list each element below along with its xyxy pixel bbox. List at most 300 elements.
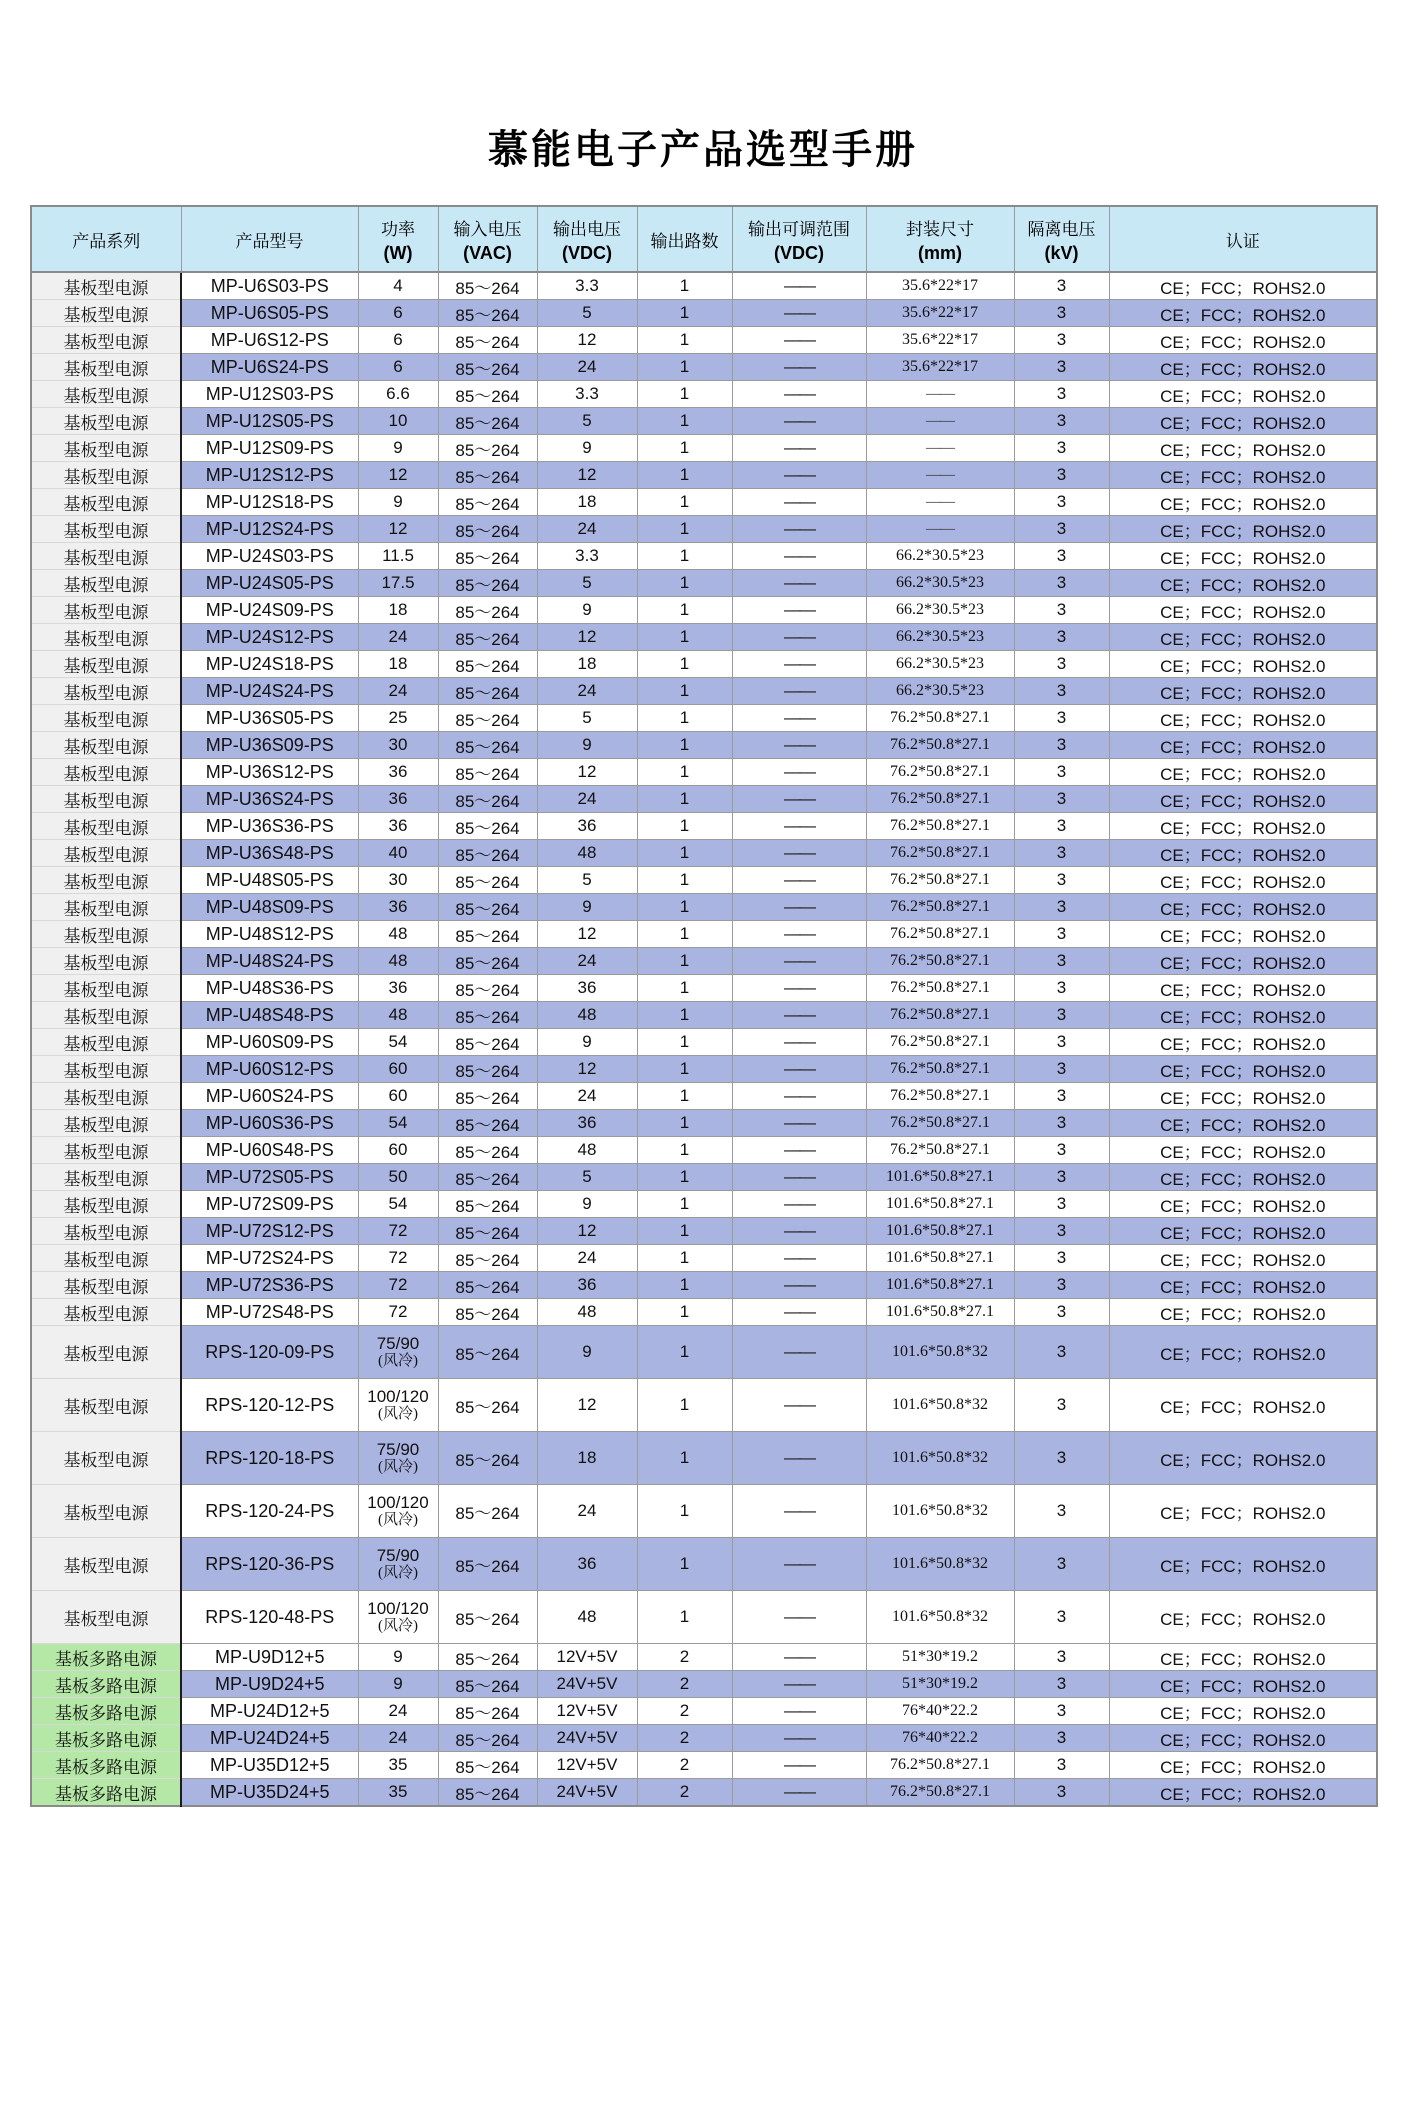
cell-power: 10 (358, 408, 438, 435)
cell-output-channels: 2 (637, 1644, 732, 1671)
power-cooling-note: (风冷) (378, 1353, 418, 1370)
cell-power: 12 (358, 516, 438, 543)
cell-model: MP-U6S03-PS (181, 272, 358, 300)
cell-input-voltage: 85～264 (438, 732, 537, 759)
cell-package-size: 76.2*50.8*27.1 (866, 840, 1014, 867)
cell-output-voltage: 48 (537, 1002, 637, 1029)
cell-input-voltage: 85～264 (438, 516, 537, 543)
table-row (31, 327, 1377, 354)
cell-certification: CE；FCC；ROHS2.0 (1109, 462, 1377, 489)
cell-adjustable-range: —— (732, 1432, 866, 1485)
cell-model: MP-U48S09-PS (181, 894, 358, 921)
cell-certification: CE；FCC；ROHS2.0 (1109, 678, 1377, 705)
cell-series: 基板型电源 (31, 408, 181, 435)
cell-series: 基板型电源 (31, 948, 181, 975)
cell-output-voltage: 12V+5V (537, 1644, 637, 1671)
table-row (31, 1218, 1377, 1245)
cell-input-voltage: 85～264 (438, 921, 537, 948)
table-row (31, 300, 1377, 327)
cell-input-voltage: 85～264 (438, 1137, 537, 1164)
cell-power: 75/90 (风冷) (358, 1432, 438, 1485)
cell-certification: CE；FCC；ROHS2.0 (1109, 327, 1377, 354)
table-body (31, 272, 1377, 1806)
cell-package-size: 35.6*22*17 (866, 300, 1014, 327)
cell-power: 48 (358, 948, 438, 975)
cell-model: MP-U72S48-PS (181, 1299, 358, 1326)
cell-adjustable-range: —— (732, 975, 866, 1002)
cell-package-size: 76.2*50.8*27.1 (866, 1137, 1014, 1164)
cell-power: 48 (358, 921, 438, 948)
column-unit: (kV) (1044, 242, 1079, 263)
cell-package-size: 76*40*22.2 (866, 1698, 1014, 1725)
cell-adjustable-range: —— (732, 948, 866, 975)
table-row (31, 975, 1377, 1002)
cell-series: 基板型电源 (31, 381, 181, 408)
cell-output-voltage: 12 (537, 1056, 637, 1083)
cell-output-channels: 1 (637, 1083, 732, 1110)
cell-series: 基板型电源 (31, 300, 181, 327)
cell-model: MP-U72S24-PS (181, 1245, 358, 1272)
column-label: 输出可调范围 (748, 219, 850, 239)
table-row (31, 1110, 1377, 1137)
cell-certification: CE；FCC；ROHS2.0 (1109, 1779, 1377, 1807)
cell-isolation-voltage: 3 (1014, 489, 1109, 516)
cell-output-channels: 1 (637, 975, 732, 1002)
cell-package-size: 101.6*50.8*27.1 (866, 1272, 1014, 1299)
table-row (31, 435, 1377, 462)
cell-output-voltage: 36 (537, 1110, 637, 1137)
column-header-5 (637, 206, 732, 272)
cell-certification: CE；FCC；ROHS2.0 (1109, 543, 1377, 570)
table-row (31, 1002, 1377, 1029)
cell-certification: CE；FCC；ROHS2.0 (1109, 272, 1377, 300)
cell-output-channels: 1 (637, 435, 732, 462)
cell-series: 基板型电源 (31, 705, 181, 732)
cell-output-voltage: 36 (537, 813, 637, 840)
cell-model: MP-U12S18-PS (181, 489, 358, 516)
cell-output-voltage: 12 (537, 462, 637, 489)
cell-series: 基板型电源 (31, 435, 181, 462)
cell-certification: CE；FCC；ROHS2.0 (1109, 1432, 1377, 1485)
cell-isolation-voltage: 3 (1014, 462, 1109, 489)
cell-package-size: —— (866, 435, 1014, 462)
cell-input-voltage: 85～264 (438, 1379, 537, 1432)
column-unit: (W) (383, 242, 413, 263)
cell-package-size: 76.2*50.8*27.1 (866, 813, 1014, 840)
cell-series: 基板型电源 (31, 975, 181, 1002)
cell-power: 54 (358, 1191, 438, 1218)
cell-certification: CE；FCC；ROHS2.0 (1109, 894, 1377, 921)
cell-model: MP-U60S36-PS (181, 1110, 358, 1137)
cell-isolation-voltage: 3 (1014, 705, 1109, 732)
cell-adjustable-range: —— (732, 1779, 866, 1807)
cell-certification: CE；FCC；ROHS2.0 (1109, 1191, 1377, 1218)
cell-package-size: 66.2*30.5*23 (866, 543, 1014, 570)
cell-isolation-voltage: 3 (1014, 570, 1109, 597)
cell-adjustable-range: —— (732, 489, 866, 516)
cell-series: 基板型电源 (31, 597, 181, 624)
cell-input-voltage: 85～264 (438, 381, 537, 408)
cell-series: 基板多路电源 (31, 1644, 181, 1671)
cell-output-channels: 1 (637, 1432, 732, 1485)
cell-output-voltage: 9 (537, 894, 637, 921)
cell-output-channels: 1 (637, 543, 732, 570)
cell-output-voltage: 24V+5V (537, 1779, 637, 1807)
column-label: 认证 (1225, 231, 1260, 251)
cell-model: MP-U48S48-PS (181, 1002, 358, 1029)
table-row (31, 1164, 1377, 1191)
cell-series: 基板型电源 (31, 813, 181, 840)
cell-power: 6.6 (358, 381, 438, 408)
cell-input-voltage: 85～264 (438, 624, 537, 651)
cell-model: MP-U36S09-PS (181, 732, 358, 759)
cell-input-voltage: 85～264 (438, 570, 537, 597)
cell-output-channels: 1 (637, 381, 732, 408)
cell-series: 基板型电源 (31, 1056, 181, 1083)
cell-output-channels: 1 (637, 624, 732, 651)
cell-series: 基板型电源 (31, 867, 181, 894)
cell-certification: CE；FCC；ROHS2.0 (1109, 1110, 1377, 1137)
cell-model: RPS-120-09-PS (181, 1326, 358, 1379)
cell-package-size: 76.2*50.8*27.1 (866, 948, 1014, 975)
cell-output-voltage: 24 (537, 354, 637, 381)
cell-power: 72 (358, 1245, 438, 1272)
cell-output-voltage: 5 (537, 408, 637, 435)
cell-certification: CE；FCC；ROHS2.0 (1109, 1272, 1377, 1299)
cell-output-channels: 1 (637, 894, 732, 921)
cell-model: MP-U9D12+5 (181, 1644, 358, 1671)
cell-input-voltage: 85～264 (438, 867, 537, 894)
cell-model: MP-U36S05-PS (181, 705, 358, 732)
cell-package-size: 76.2*50.8*27.1 (866, 894, 1014, 921)
cell-package-size: 35.6*22*17 (866, 327, 1014, 354)
cell-output-voltage: 9 (537, 597, 637, 624)
cell-adjustable-range: —— (732, 1538, 866, 1591)
cell-isolation-voltage: 3 (1014, 1110, 1109, 1137)
page-title: 慕能电子产品选型手册 (488, 127, 918, 172)
cell-series: 基板型电源 (31, 1164, 181, 1191)
cell-output-voltage: 36 (537, 975, 637, 1002)
cell-isolation-voltage: 3 (1014, 732, 1109, 759)
cell-adjustable-range: —— (732, 921, 866, 948)
cell-certification: CE；FCC；ROHS2.0 (1109, 624, 1377, 651)
table-row (31, 624, 1377, 651)
table-row (31, 1245, 1377, 1272)
cell-output-channels: 2 (637, 1752, 732, 1779)
cell-input-voltage: 85～264 (438, 1218, 537, 1245)
cell-output-voltage: 48 (537, 1137, 637, 1164)
cell-power: 60 (358, 1083, 438, 1110)
cell-input-voltage: 85～264 (438, 1644, 537, 1671)
cell-output-channels: 2 (637, 1779, 732, 1807)
cell-input-voltage: 85～264 (438, 705, 537, 732)
column-header-1 (181, 206, 358, 272)
cell-adjustable-range: —— (732, 381, 866, 408)
cell-input-voltage: 85～264 (438, 786, 537, 813)
table-row (31, 1752, 1377, 1779)
cell-input-voltage: 85～264 (438, 1191, 537, 1218)
cell-series: 基板型电源 (31, 1591, 181, 1644)
cell-certification: CE；FCC；ROHS2.0 (1109, 1029, 1377, 1056)
cell-package-size: 76.2*50.8*27.1 (866, 786, 1014, 813)
cell-package-size: 76.2*50.8*27.1 (866, 1002, 1014, 1029)
cell-package-size: 101.6*50.8*32 (866, 1379, 1014, 1432)
cell-output-channels: 1 (637, 489, 732, 516)
cell-input-voltage: 85～264 (438, 759, 537, 786)
table-row (31, 1538, 1377, 1591)
cell-adjustable-range: —— (732, 1083, 866, 1110)
cell-isolation-voltage: 3 (1014, 381, 1109, 408)
cell-output-channels: 1 (637, 786, 732, 813)
cell-input-voltage: 85～264 (438, 1164, 537, 1191)
column-label: 功率 (381, 219, 415, 239)
cell-model: MP-U6S12-PS (181, 327, 358, 354)
cell-series: 基板型电源 (31, 1299, 181, 1326)
cell-isolation-voltage: 3 (1014, 1752, 1109, 1779)
table-row (31, 1191, 1377, 1218)
table-row (31, 1698, 1377, 1725)
cell-package-size: —— (866, 489, 1014, 516)
cell-output-channels: 1 (637, 651, 732, 678)
cell-package-size: 101.6*50.8*32 (866, 1538, 1014, 1591)
page (0, 118, 1414, 2118)
table-row (31, 408, 1377, 435)
cell-power: 100/120 (风冷) (358, 1591, 438, 1644)
cell-adjustable-range: —— (732, 651, 866, 678)
cell-adjustable-range: —— (732, 354, 866, 381)
cell-output-channels: 2 (637, 1671, 732, 1698)
cell-isolation-voltage: 3 (1014, 894, 1109, 921)
cell-adjustable-range: —— (732, 894, 866, 921)
cell-certification: CE；FCC；ROHS2.0 (1109, 1056, 1377, 1083)
cell-package-size: —— (866, 381, 1014, 408)
cell-isolation-voltage: 3 (1014, 1379, 1109, 1432)
cell-series: 基板型电源 (31, 624, 181, 651)
cell-adjustable-range: —— (732, 1485, 866, 1538)
cell-adjustable-range: —— (732, 1191, 866, 1218)
cell-output-channels: 1 (637, 1538, 732, 1591)
cell-series: 基板型电源 (31, 1002, 181, 1029)
cell-power: 24 (358, 624, 438, 651)
cell-isolation-voltage: 3 (1014, 1326, 1109, 1379)
cell-output-channels: 1 (637, 1191, 732, 1218)
cell-input-voltage: 85～264 (438, 543, 537, 570)
cell-isolation-voltage: 3 (1014, 840, 1109, 867)
cell-input-voltage: 85～264 (438, 894, 537, 921)
cell-adjustable-range: —— (732, 1698, 866, 1725)
cell-package-size: 76.2*50.8*27.1 (866, 1029, 1014, 1056)
cell-certification: CE；FCC；ROHS2.0 (1109, 381, 1377, 408)
cell-output-channels: 1 (637, 1591, 732, 1644)
cell-adjustable-range: —— (732, 813, 866, 840)
cell-model: MP-U48S05-PS (181, 867, 358, 894)
cell-output-voltage: 12 (537, 624, 637, 651)
cell-output-channels: 1 (637, 408, 732, 435)
cell-model: MP-U48S12-PS (181, 921, 358, 948)
cell-power: 48 (358, 1002, 438, 1029)
cell-series: 基板多路电源 (31, 1779, 181, 1807)
cell-power: 18 (358, 597, 438, 624)
cell-output-voltage: 12V+5V (537, 1698, 637, 1725)
cell-adjustable-range: —— (732, 1752, 866, 1779)
cell-output-voltage: 24 (537, 1485, 637, 1538)
cell-package-size: 51*30*19.2 (866, 1671, 1014, 1698)
cell-model: MP-U35D24+5 (181, 1779, 358, 1807)
cell-output-channels: 1 (637, 1379, 732, 1432)
cell-certification: CE；FCC；ROHS2.0 (1109, 948, 1377, 975)
cell-package-size: 76.2*50.8*27.1 (866, 921, 1014, 948)
cell-power: 50 (358, 1164, 438, 1191)
cell-package-size: 35.6*22*17 (866, 272, 1014, 300)
cell-input-voltage: 85～264 (438, 840, 537, 867)
cell-output-voltage: 48 (537, 840, 637, 867)
cell-output-channels: 1 (637, 1245, 732, 1272)
cell-model: RPS-120-18-PS (181, 1432, 358, 1485)
cell-input-voltage: 85～264 (438, 408, 537, 435)
cell-output-voltage: 36 (537, 1538, 637, 1591)
cell-isolation-voltage: 3 (1014, 543, 1109, 570)
cell-certification: CE；FCC；ROHS2.0 (1109, 1002, 1377, 1029)
cell-certification: CE；FCC；ROHS2.0 (1109, 1245, 1377, 1272)
cell-power: 40 (358, 840, 438, 867)
cell-certification: CE；FCC；ROHS2.0 (1109, 435, 1377, 462)
cell-model: MP-U60S48-PS (181, 1137, 358, 1164)
cell-package-size: 76.2*50.8*27.1 (866, 759, 1014, 786)
cell-model: MP-U24D12+5 (181, 1698, 358, 1725)
cell-power: 24 (358, 678, 438, 705)
cell-package-size: 66.2*30.5*23 (866, 597, 1014, 624)
cell-series: 基板多路电源 (31, 1752, 181, 1779)
cell-power: 100/120 (风冷) (358, 1485, 438, 1538)
table-row (31, 1299, 1377, 1326)
table-row (31, 381, 1377, 408)
cell-power: 72 (358, 1299, 438, 1326)
cell-output-channels: 1 (637, 732, 732, 759)
power-cooling-note: (风冷) (378, 1512, 418, 1529)
table-row (31, 1591, 1377, 1644)
cell-output-voltage: 5 (537, 300, 637, 327)
cell-power: 25 (358, 705, 438, 732)
cell-input-voltage: 85～264 (438, 678, 537, 705)
cell-adjustable-range: —— (732, 1002, 866, 1029)
table-row (31, 354, 1377, 381)
column-header-3 (438, 206, 537, 272)
cell-power: 36 (358, 759, 438, 786)
cell-package-size: 101.6*50.8*27.1 (866, 1299, 1014, 1326)
cell-package-size: 76.2*50.8*27.1 (866, 1056, 1014, 1083)
cell-certification: CE；FCC；ROHS2.0 (1109, 1083, 1377, 1110)
table-row (31, 1432, 1377, 1485)
cell-input-voltage: 85～264 (438, 1029, 537, 1056)
cell-isolation-voltage: 3 (1014, 1056, 1109, 1083)
cell-input-voltage: 85～264 (438, 651, 537, 678)
cell-output-voltage: 18 (537, 489, 637, 516)
cell-power: 6 (358, 327, 438, 354)
table-row (31, 462, 1377, 489)
cell-output-channels: 1 (637, 759, 732, 786)
cell-output-channels: 1 (637, 1299, 732, 1326)
table-row (31, 1671, 1377, 1698)
cell-output-channels: 1 (637, 867, 732, 894)
cell-isolation-voltage: 3 (1014, 597, 1109, 624)
cell-model: MP-U72S09-PS (181, 1191, 358, 1218)
cell-package-size: 35.6*22*17 (866, 354, 1014, 381)
table-row (31, 867, 1377, 894)
cell-adjustable-range: —— (732, 1272, 866, 1299)
cell-power: 36 (358, 786, 438, 813)
cell-adjustable-range: —— (732, 1164, 866, 1191)
cell-package-size: 101.6*50.8*32 (866, 1326, 1014, 1379)
cell-model: MP-U9D24+5 (181, 1671, 358, 1698)
cell-adjustable-range: —— (732, 1218, 866, 1245)
cell-power: 9 (358, 1644, 438, 1671)
cell-model: MP-U60S09-PS (181, 1029, 358, 1056)
cell-power: 75/90 (风冷) (358, 1538, 438, 1591)
cell-model: MP-U35D12+5 (181, 1752, 358, 1779)
cell-model: MP-U24S09-PS (181, 597, 358, 624)
cell-input-voltage: 85～264 (438, 1326, 537, 1379)
cell-output-voltage: 12V+5V (537, 1752, 637, 1779)
cell-isolation-voltage: 3 (1014, 1644, 1109, 1671)
cell-series: 基板型电源 (31, 543, 181, 570)
cell-isolation-voltage: 3 (1014, 516, 1109, 543)
cell-power: 54 (358, 1110, 438, 1137)
cell-output-channels: 1 (637, 921, 732, 948)
cell-certification: CE；FCC；ROHS2.0 (1109, 759, 1377, 786)
cell-adjustable-range: —— (732, 759, 866, 786)
cell-input-voltage: 85～264 (438, 1538, 537, 1591)
table-row (31, 597, 1377, 624)
cell-isolation-voltage: 3 (1014, 948, 1109, 975)
cell-isolation-voltage: 3 (1014, 1272, 1109, 1299)
table-row (31, 1379, 1377, 1432)
cell-certification: CE；FCC；ROHS2.0 (1109, 1671, 1377, 1698)
cell-input-voltage: 85～264 (438, 354, 537, 381)
cell-output-channels: 2 (637, 1725, 732, 1752)
cell-output-voltage: 24 (537, 516, 637, 543)
cell-certification: CE；FCC；ROHS2.0 (1109, 1326, 1377, 1379)
cell-isolation-voltage: 3 (1014, 921, 1109, 948)
cell-output-voltage: 24 (537, 786, 637, 813)
cell-output-channels: 1 (637, 1485, 732, 1538)
cell-isolation-voltage: 3 (1014, 354, 1109, 381)
cell-package-size: 101.6*50.8*27.1 (866, 1191, 1014, 1218)
cell-series: 基板型电源 (31, 272, 181, 300)
cell-series: 基板型电源 (31, 921, 181, 948)
cell-adjustable-range: —— (732, 435, 866, 462)
cell-series: 基板型电源 (31, 1083, 181, 1110)
cell-adjustable-range: —— (732, 1671, 866, 1698)
cell-series: 基板型电源 (31, 651, 181, 678)
cell-package-size: 76.2*50.8*27.1 (866, 705, 1014, 732)
cell-input-voltage: 85～264 (438, 813, 537, 840)
cell-package-size: 76.2*50.8*27.1 (866, 1110, 1014, 1137)
power-cooling-note: (风冷) (378, 1406, 418, 1423)
cell-package-size: 101.6*50.8*32 (866, 1432, 1014, 1485)
cell-output-channels: 1 (637, 1218, 732, 1245)
cell-isolation-voltage: 3 (1014, 786, 1109, 813)
cell-output-voltage: 5 (537, 1164, 637, 1191)
cell-power: 100/120 (风冷) (358, 1379, 438, 1432)
cell-output-voltage: 18 (537, 1432, 637, 1485)
cell-certification: CE；FCC；ROHS2.0 (1109, 1485, 1377, 1538)
cell-model: MP-U36S36-PS (181, 813, 358, 840)
cell-series: 基板型电源 (31, 489, 181, 516)
cell-certification: CE；FCC；ROHS2.0 (1109, 408, 1377, 435)
cell-power: 36 (358, 894, 438, 921)
cell-model: MP-U24S12-PS (181, 624, 358, 651)
table-row (31, 1644, 1377, 1671)
